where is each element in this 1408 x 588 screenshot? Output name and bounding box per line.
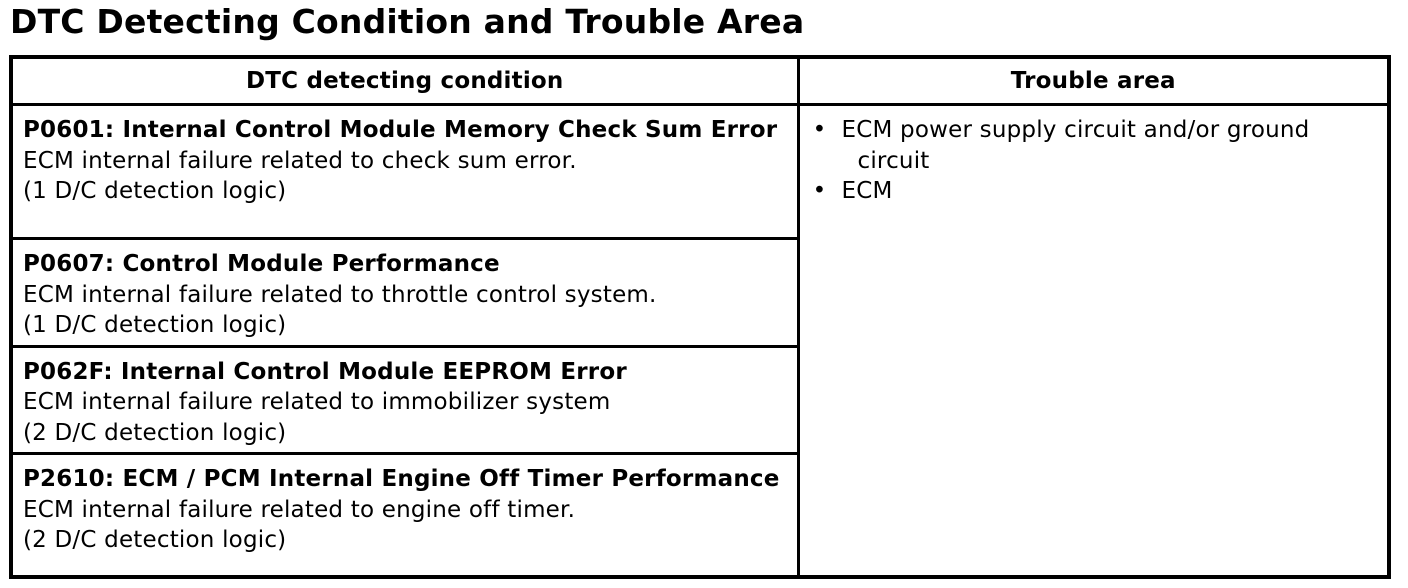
dtc-detection-logic: (1 D/C detection logic) [23, 312, 287, 338]
dtc-detection-logic: (2 D/C detection logic) [23, 527, 287, 553]
list-item [810, 176, 1378, 207]
bullet-icon: • [812, 117, 827, 143]
dtc-code-title: P2610: ECM / PCM Internal Engine Off Timer Performance [23, 466, 780, 492]
header-trouble-area: Trouble area [798, 57, 1389, 105]
dtc-table [9, 55, 1391, 579]
dtc-description: ECM internal failure related to immobilizer system [23, 389, 611, 415]
dtc-description: ECM internal failure related to throttle control system. [23, 281, 657, 308]
dtc-code-title: P062F: Internal Control Module EEPROM Error [23, 358, 627, 385]
trouble-area-list [810, 115, 1378, 207]
trouble-area-cell [798, 105, 1389, 578]
dtc-code-title: P0601: Internal Control Module Memory Check Sum Error [23, 117, 778, 143]
dtc-description: ECM internal failure related to check sum error. [23, 147, 577, 174]
bullet-icon: • [812, 178, 827, 204]
condition-cell [11, 239, 798, 347]
list-item [810, 115, 1378, 176]
header-detecting-condition: DTC detecting condition [11, 57, 798, 105]
dtc-detection-logic: (1 D/C detection logic) [23, 178, 287, 204]
dtc-code-title: P0607: Control Module Performance [23, 251, 500, 277]
trouble-area-item: ECM power supply circuit and/or ground circuit [841, 117, 1310, 174]
condition-cell [11, 105, 798, 239]
condition-cell [11, 346, 798, 454]
dtc-detection-logic: (2 D/C detection logic) [23, 419, 287, 446]
table-header-row [11, 57, 1389, 105]
dtc-description: ECM internal failure related to engine off timer. [23, 496, 576, 523]
table-row [11, 105, 1389, 239]
condition-cell [11, 454, 798, 578]
trouble-area-item: ECM [841, 178, 893, 204]
page-title: DTC Detecting Condition and Trouble Area [10, 2, 805, 41]
